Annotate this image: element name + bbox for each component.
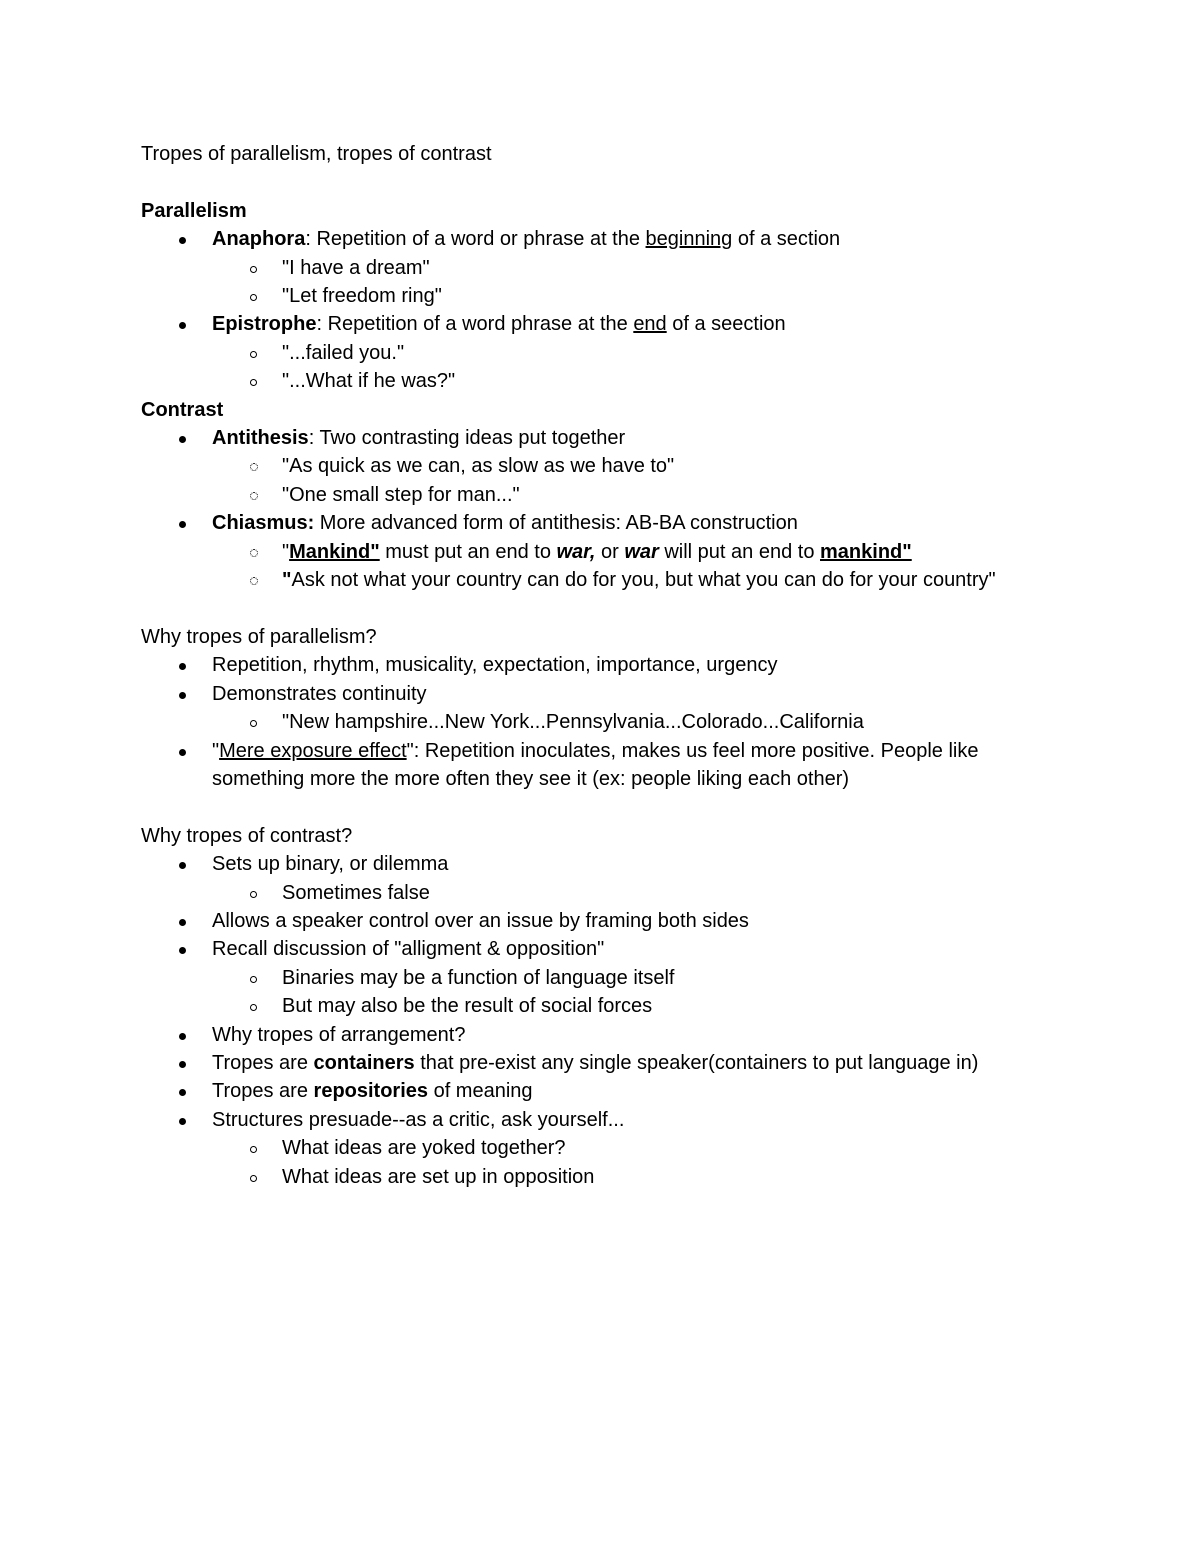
sub-text: Sometimes false <box>282 881 430 904</box>
quote-mark: " <box>212 739 220 762</box>
bullet-icon <box>179 749 186 756</box>
chiasmus-desc: More advanced form of antithesis: AB-BA construction <box>314 512 798 535</box>
list-item-chiasmus <box>141 509 1141 537</box>
item-text: Demonstrates continuity <box>212 682 427 705</box>
quote-mark: " <box>282 540 290 563</box>
sub-item <box>141 481 1141 509</box>
example-text: must put an end to <box>379 540 557 563</box>
bullet-icon <box>179 322 186 329</box>
sub-item <box>141 566 1141 594</box>
bullet-icon <box>179 692 186 699</box>
heading-text: Contrast <box>141 398 224 421</box>
blank-line <box>141 594 1141 622</box>
item-text: Tropes are <box>212 1051 314 1074</box>
hollow-bullet-icon <box>250 1146 257 1153</box>
emphasis-mankind: Mankind" <box>289 540 380 563</box>
list-item <box>141 1106 1141 1134</box>
list-item <box>141 1049 1141 1077</box>
heading-text: Why tropes of contrast? <box>141 824 353 847</box>
sub-item <box>141 1163 1141 1191</box>
heading-text: Why tropes of parallelism? <box>141 625 377 648</box>
item-text: something more the more often they see it (ex: people liking each other) <box>212 767 850 790</box>
example-text: "...What if he was?" <box>282 370 456 393</box>
bullet-icon <box>179 1033 186 1040</box>
item-text: Allows a speaker control over an issue by framing both sides <box>212 909 749 932</box>
list-item-epistrophe <box>141 310 1141 338</box>
term-antithesis: Antithesis <box>212 427 309 450</box>
sub-text: What ideas are yoked together? <box>282 1137 566 1160</box>
sub-item <box>141 282 1141 310</box>
section-heading-contrast <box>141 396 1141 424</box>
list-item <box>141 850 1141 878</box>
title-text: Tropes of parallelism, tropes of contrast <box>141 143 492 165</box>
emphasis-repositories: repositories <box>313 1080 429 1103</box>
example-text: "Let freedom ring" <box>282 285 442 308</box>
sub-item <box>141 367 1141 395</box>
hollow-bullet-icon <box>250 976 257 983</box>
list-item <box>141 935 1141 963</box>
bullet-icon <box>179 436 186 443</box>
hollow-bullet-icon <box>250 1175 257 1182</box>
term-epistrophe: Epistrophe <box>212 313 317 336</box>
item-text: Sets up binary, or dilemma <box>212 853 449 876</box>
list-item-continuation <box>141 765 1141 793</box>
item-text: Recall discussion of "alligment & opposition" <box>212 938 605 961</box>
quote-mark: " <box>282 569 292 592</box>
document-title <box>141 140 1141 168</box>
hollow-bullet-icon <box>250 379 257 386</box>
bullet-icon <box>179 1061 186 1068</box>
emphasis-containers: containers <box>313 1051 415 1074</box>
emphasis-war: war <box>624 540 659 563</box>
example-text: will put an end to <box>658 540 821 563</box>
emphasis-mankind: mankind" <box>820 540 912 563</box>
list-item <box>141 907 1141 935</box>
epistrophe-desc-end: of a seection <box>666 313 786 336</box>
item-text: Tropes are <box>212 1080 314 1103</box>
item-text: Structures presuade--as a critic, ask yourself... <box>212 1108 625 1131</box>
item-text: ": Repetition inoculates, makes us feel more positive. People like <box>406 739 979 762</box>
example-text: "As quick as we can, as slow as we have to" <box>282 455 675 478</box>
sub-item <box>141 452 1141 480</box>
hollow-bullet-icon <box>250 294 257 301</box>
list-item-anaphora <box>141 225 1141 253</box>
list-item <box>141 651 1141 679</box>
hollow-bullet-icon <box>250 266 257 273</box>
sub-item <box>141 964 1141 992</box>
antithesis-desc: : Two contrasting ideas put together <box>308 427 626 450</box>
bullet-icon <box>179 919 186 926</box>
example-text: or <box>595 540 625 563</box>
section-heading-why-parallelism <box>141 623 1141 651</box>
dotted-bullet-icon <box>250 577 258 585</box>
item-text: Why tropes of arrangement? <box>212 1023 466 1046</box>
bullet-icon <box>179 1089 186 1096</box>
anaphora-desc-end: of a section <box>732 228 841 251</box>
emphasis-war: war, <box>556 540 596 563</box>
item-text: of meaning <box>428 1080 533 1103</box>
sub-item <box>141 879 1141 907</box>
section-heading-parallelism <box>141 197 1141 225</box>
list-item-mere-exposure <box>141 737 1141 765</box>
list-item <box>141 680 1141 708</box>
blank-line <box>141 793 1141 821</box>
document-body <box>141 140 1141 1191</box>
example-text: Ask not what your country can do for you, but what you can do for your country" <box>291 569 996 592</box>
example-text: "I have a dream" <box>282 256 430 279</box>
list-item-antithesis <box>141 424 1141 452</box>
hollow-bullet-icon <box>250 720 257 727</box>
bullet-icon <box>179 663 186 670</box>
dotted-bullet-icon <box>250 492 258 500</box>
bullet-icon <box>179 237 186 244</box>
example-text: "New hampshire...New York...Pennsylvania...Colorado...California <box>282 711 864 734</box>
sub-item <box>141 992 1141 1020</box>
bullet-icon <box>179 521 186 528</box>
dotted-bullet-icon <box>250 463 258 471</box>
sub-text: What ideas are set up in opposition <box>282 1165 595 1188</box>
hollow-bullet-icon <box>250 351 257 358</box>
sub-text: Binaries may be a function of language itself <box>282 966 675 989</box>
dotted-bullet-icon <box>250 549 258 557</box>
section-heading-why-contrast <box>141 822 1141 850</box>
sub-text: But may also be the result of social forces <box>282 995 653 1018</box>
epistrophe-underlined: end <box>633 313 667 336</box>
sub-item <box>141 538 1141 566</box>
sub-item <box>141 708 1141 736</box>
term-anaphora: Anaphora <box>212 228 306 251</box>
item-text: Repetition, rhythm, musicality, expectation, importance, urgency <box>212 654 778 677</box>
bullet-icon <box>179 862 186 869</box>
item-text: that pre-exist any single speaker(containers to put language in) <box>414 1051 979 1074</box>
bullet-icon <box>179 947 186 954</box>
blank-line <box>141 168 1141 196</box>
sub-item <box>141 254 1141 282</box>
mere-exposure-term: Mere exposure effect <box>219 739 407 762</box>
list-item <box>141 1021 1141 1049</box>
hollow-bullet-icon <box>250 1004 257 1011</box>
term-chiasmus: Chiasmus: <box>212 512 315 535</box>
heading-text: Parallelism <box>141 199 247 222</box>
epistrophe-desc: : Repetition of a word phrase at the <box>316 313 634 336</box>
bullet-icon <box>179 1118 186 1125</box>
sub-item <box>141 339 1141 367</box>
sub-item <box>141 1134 1141 1162</box>
list-item <box>141 1077 1141 1105</box>
example-text: "...failed you." <box>282 341 405 364</box>
anaphora-underlined: beginning <box>645 228 733 251</box>
example-text: "One small step for man..." <box>282 483 520 506</box>
anaphora-desc: : Repetition of a word or phrase at the <box>305 228 646 251</box>
hollow-bullet-icon <box>250 891 257 898</box>
